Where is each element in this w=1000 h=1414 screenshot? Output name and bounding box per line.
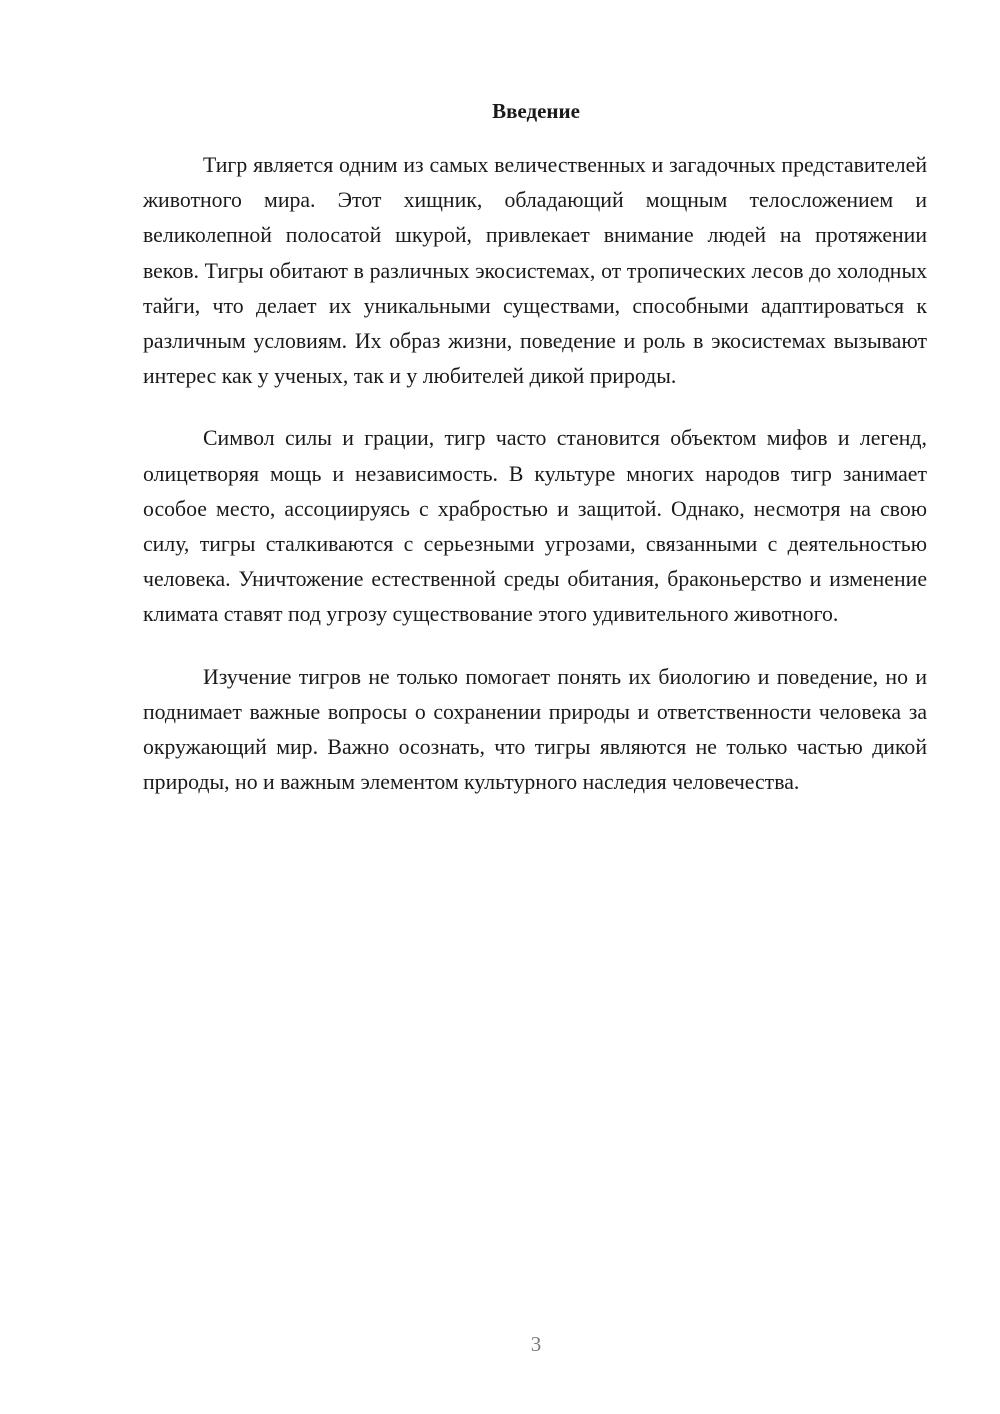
page-number: 3 [530, 1332, 542, 1356]
document-body [143, 94, 927, 827]
paragraph-2: Символ силы и грации, тигр часто становится объектом мифов и легенд, олицетворяя мощь и независимость. В культуре многих народов тигр занимает особое место, ассоциируясь с храбростью и защитой. Однако, несмотря на свою силу, тигры сталкиваются с серьезными угрозами, связанными с деятельностью человека. Уничтожение естественной среды обитания, браконьерство и изменение климата ставят под угрозу существование этого удивительного животного. [143, 426, 927, 627]
paragraph-3: Изучение тигров не только помогает понять их биологию и поведение, но и поднимает важные вопросы о сохранении природы и ответственности человека за окружающий мир. Важно осознать, что тигры являются не только частью дикой природы, но и важным элементом культурного наследия человечества. [143, 664, 927, 795]
paragraph-1: Тигр является одним из самых величественных и загадочных представителей животного мира. Этот хищник, обладающий мощным телосложением и великолепной полосатой шкурой, привлекает внимание людей на протяжении веков. Тигры обитают в различных экосистемах, от тропических лесов до холодных тайги, что делает их уникальными существами, способными адаптироваться к различным условиям. Их образ жизни, поведение и роль в экосистемах вызывают интерес как у ученых, так и у любителей дикой природы. [143, 153, 927, 389]
section-title: Введение [492, 99, 580, 123]
